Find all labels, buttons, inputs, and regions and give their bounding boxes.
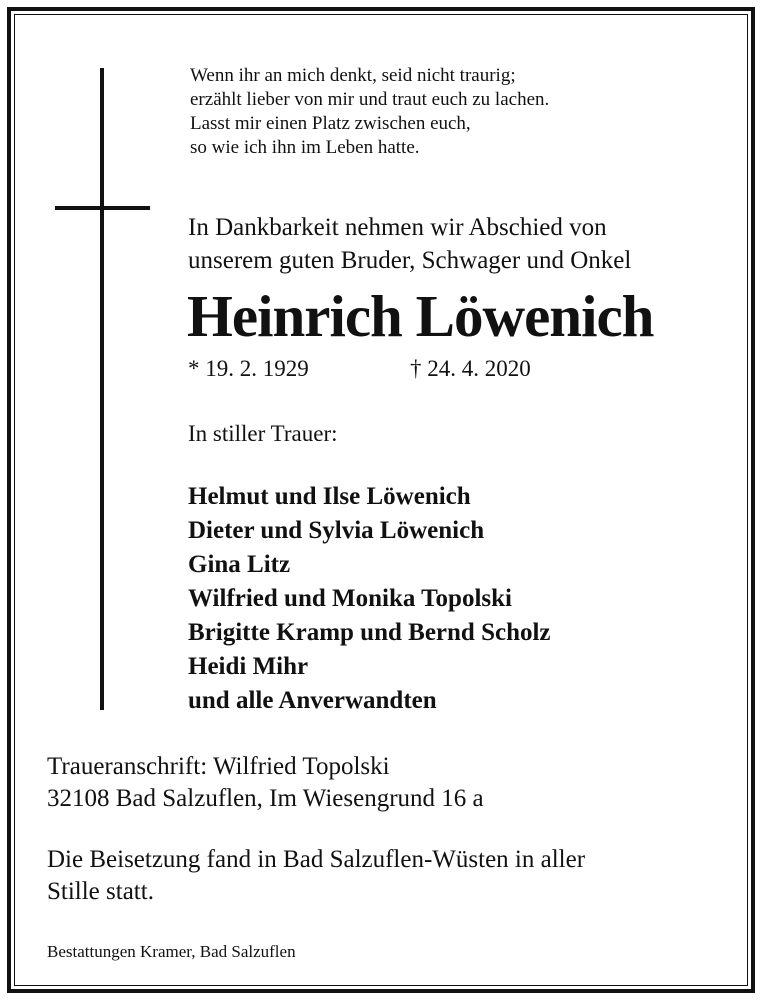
poem-line: Lasst mir einen Platz zwischen euch, [190, 113, 471, 134]
address-line: Traueranschrift: Wilfried Topolski [47, 753, 390, 780]
deceased-name: Heinrich Löwenich [187, 283, 654, 349]
cross-icon-vertical-bar [100, 68, 104, 710]
burial-line: Die Beisetzung fand in Bad Salzuflen-Wüsten in aller [47, 846, 586, 873]
mourner-name: und alle Anverwandten [188, 687, 437, 714]
address-line: 32108 Bad Salzuflen, Im Wiesengrund 16 a [47, 785, 484, 812]
poem-line: so wie ich ihn im Leben hatte. [190, 137, 420, 158]
intro-line: In Dankbarkeit nehmen wir Abschied von [188, 214, 607, 241]
mourner-name: Helmut und Ilse Löwenich [188, 483, 471, 510]
farewell-intro [188, 211, 728, 277]
poem-line: erzählt lieber von mir und traut euch zu lachen. [190, 89, 550, 110]
mourner-name: Brigitte Kramp und Bernd Scholz [188, 619, 551, 646]
intro-line: unserem guten Bruder, Schwager und Onkel [188, 247, 632, 274]
mourner-name: Gina Litz [188, 551, 291, 578]
undertaker-credit: Bestattungen Kramer, Bad Salzuflen [47, 942, 296, 961]
mourning-label: In stiller Trauer: [188, 421, 338, 446]
mourners-list [188, 480, 728, 718]
mourner-name: Heidi Mihr [188, 653, 309, 680]
mourner-name: Wilfried und Monika Topolski [188, 585, 512, 612]
burial-notice [47, 844, 727, 908]
death-date: † 24. 4. 2020 [410, 356, 531, 381]
mourning-address [47, 751, 727, 815]
mourner-name: Dieter und Sylvia Löwenich [188, 517, 485, 544]
burial-line: Stille statt. [47, 878, 154, 905]
memorial-poem [190, 64, 710, 160]
cross-icon-horizontal-bar [55, 206, 150, 210]
birth-date: * 19. 2. 1929 [188, 356, 309, 381]
poem-line: Wenn ihr an mich denkt, seid nicht traurig; [190, 65, 516, 86]
